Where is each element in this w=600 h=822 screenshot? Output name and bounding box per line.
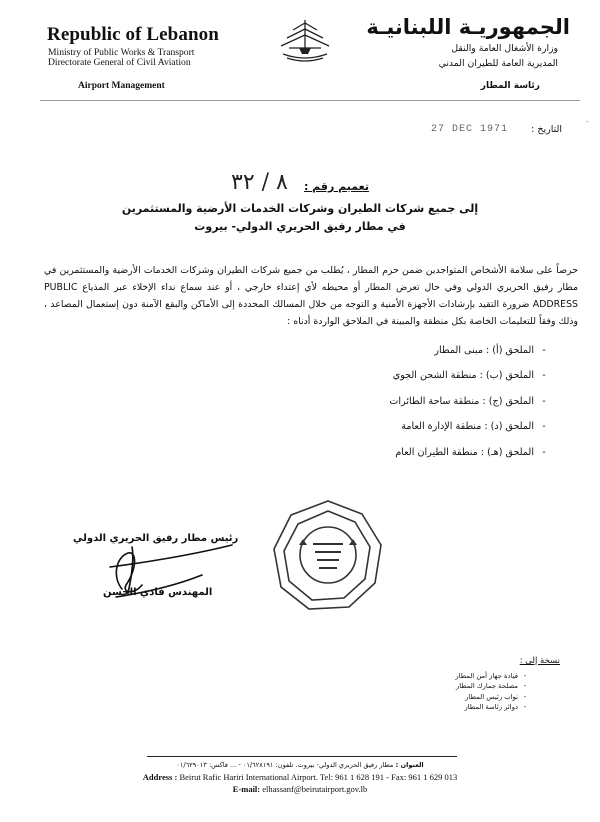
dash-bullet: - bbox=[523, 682, 527, 691]
annex-item-label: الملحق (أ) : مبنى المطار bbox=[434, 345, 534, 356]
list-item bbox=[294, 344, 554, 369]
copy-item-label: مصلحة جمارك المطار bbox=[455, 682, 518, 691]
header-ar-department: رئاسة المطار bbox=[480, 81, 540, 91]
footer-address-ar bbox=[0, 761, 600, 769]
dash-bullet: - bbox=[542, 395, 546, 407]
footer-email bbox=[0, 784, 600, 794]
addressee-line-2: في مطار رفيق الحريري الدولي- بيروت bbox=[194, 220, 406, 233]
body-paragraph: حرصاً على سلامة الأشخاص المتواجدين ضمن حرم المطار ، يُطلب من جميع شركات الطيران وشركات الخدمات الأرضية والمستثمرين في مطار رفيق الحريري الدولي وفي حال تعرض المطار أو محيطه لأي إعتداء خارجي ، أو عند سماع نداء الإخلاء عبر المذياع PUBLIC ADDRESS ضرورة التقيد بإرشادات الأجهزة الأمنية و التوجه من خلال المسالك المحددة إلى الأماكن والبقع الآمنة دون إستعمال المصاعد ، وذلك وفقاً للتعليمات الخاصة بكل منطقة والمبينة في الملاحق الواردة أدناه : bbox=[44, 265, 578, 327]
circular-number: ٨ / ٣٢ bbox=[231, 170, 288, 195]
dash-bullet: - bbox=[542, 421, 546, 433]
list-item bbox=[455, 681, 532, 691]
footer-email-label: E-mail: bbox=[232, 784, 261, 794]
dash-bullet: - bbox=[523, 702, 527, 711]
circular-label: تعميم رقم : bbox=[303, 180, 369, 193]
dash-bullet: - bbox=[542, 345, 546, 356]
copy-to-list bbox=[455, 671, 532, 712]
footer-address-en bbox=[0, 772, 600, 782]
list-item bbox=[294, 395, 554, 420]
footer-address-en-text: Beirut Rafic Hariri International Airport. Tel: 961 1 628 191 - Fax: 961 1 629 013 bbox=[179, 772, 458, 782]
date-value: 27 DEC 1971 bbox=[431, 124, 509, 135]
copy-item-label: دوائر رئاسة المطار bbox=[464, 702, 518, 711]
list-item bbox=[294, 420, 554, 445]
annex-item-label: الملحق (هـ) : منطقة الطيران العام bbox=[395, 446, 534, 458]
copy-item-label: قيادة جهاز أمن المطار bbox=[455, 672, 518, 680]
list-item bbox=[294, 369, 554, 394]
addressee-line-1: إلى جميع شركات الطيران وشركات الخدمات الأرضية والمستثمرين bbox=[121, 202, 479, 215]
header-ar-ministry: وزارة الأشغال العامة والنقل bbox=[451, 43, 558, 54]
official-stamp-icon bbox=[269, 497, 387, 615]
header-ar-directorate: المديرية العامة للطيران المدني bbox=[438, 58, 558, 69]
signature-name: المهندس فادي الحسن bbox=[103, 587, 213, 598]
signature-title: رئيس مطار رفيق الحريري الدولي bbox=[73, 533, 239, 544]
margin-mark: - bbox=[586, 118, 589, 126]
cedar-emblem-icon bbox=[273, 14, 337, 66]
annex-item-label: الملحق (ج) : منطقة ساحة الطائرات bbox=[389, 395, 534, 407]
footer-email-link[interactable]: elhassanf@beirutairport.gov.lb bbox=[262, 784, 368, 794]
copy-to-label: نسخة إلى : bbox=[519, 656, 560, 666]
annex-list bbox=[294, 344, 554, 471]
dash-bullet: - bbox=[523, 672, 527, 680]
list-item bbox=[455, 702, 532, 712]
dash-bullet: - bbox=[542, 446, 546, 458]
header-en-title: Republic of Lebanon bbox=[47, 24, 219, 45]
dash-bullet: - bbox=[542, 370, 546, 382]
list-item bbox=[294, 446, 554, 471]
header-en-directorate: Directorate General of Civil Aviation bbox=[48, 57, 191, 68]
header-ar-title: الجمهوريـة اللبنانيـة bbox=[366, 15, 570, 39]
list-item bbox=[455, 671, 532, 681]
footer-address-ar-label: العنوان : bbox=[395, 761, 424, 769]
dash-bullet: - bbox=[523, 692, 527, 701]
footer-divider bbox=[147, 756, 457, 757]
list-item bbox=[455, 692, 532, 702]
footer-address-en-label: Address : bbox=[142, 772, 178, 782]
annex-item-label: الملحق (ب) : منطقة الشحن الجوي bbox=[392, 370, 534, 382]
date-label: التاريخ : bbox=[531, 124, 562, 135]
header-en-ministry: Ministry of Public Works & Transport bbox=[48, 47, 195, 58]
header-en-department: Airport Management bbox=[78, 81, 165, 91]
header-divider bbox=[40, 100, 580, 101]
copy-item-label: نواب رئيس المطار bbox=[465, 692, 518, 701]
annex-item-label: الملحق (د) : منطقة الإدارة العامة bbox=[401, 421, 534, 433]
footer-address-ar-text: مطار رفيق الحريري الدولي- بيروت. تلفون: ٠١/٦٢٨١٩١ - ... فاكس: ٠١/٦٢٩٠١٣ bbox=[176, 761, 394, 769]
